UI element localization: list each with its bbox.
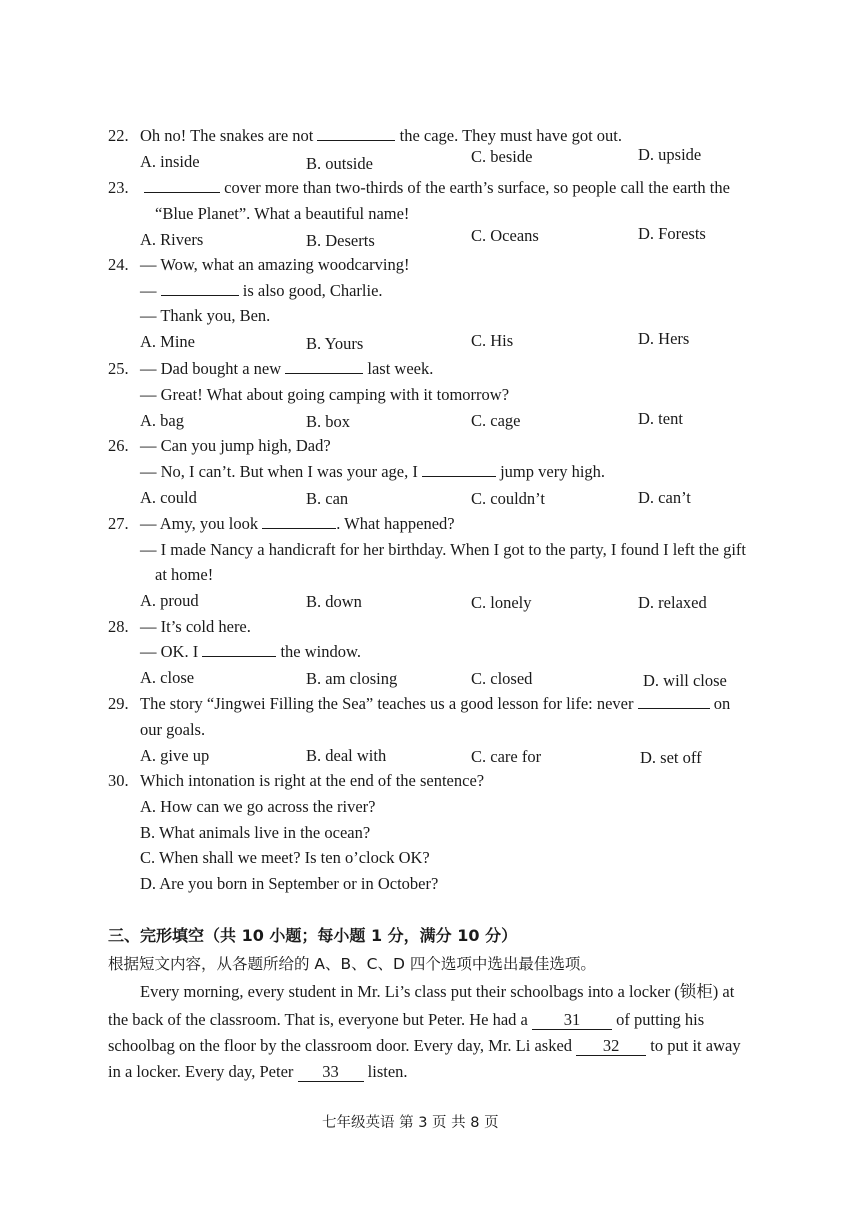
cloze-blank-33: 33 xyxy=(298,1063,364,1082)
stem-text: cover more than two-thirds of the earth’s surface, so people call the earth the xyxy=(224,178,730,197)
section-title: 三、完形填空（共 10 小题；每小题 1 分，满分 10 分） xyxy=(108,926,518,945)
option-a: A. inside xyxy=(140,152,200,171)
question-30-stem: Which intonation is right at the end of the sentence? xyxy=(140,771,485,790)
question-29-line2: our goals. xyxy=(140,720,206,739)
option-b: B. am closing xyxy=(306,669,398,688)
question-27-line1 xyxy=(140,513,455,535)
section-instruction: 根据短文内容，从各题所给的 A、B、C、D 四个选项中选出最佳选项。 xyxy=(108,955,596,973)
option-c: C. When shall we meet? Is ten o’clock OK? xyxy=(140,848,430,867)
stem-text: — OK. I xyxy=(140,642,199,661)
cloze-blank-32: 32 xyxy=(576,1037,646,1056)
passage-text: listen. xyxy=(367,1062,408,1081)
option-a: A. give up xyxy=(140,746,210,765)
stem-text: jump very high. xyxy=(500,462,606,481)
passage-text: the back of the classroom. That is, everyone but Peter. He had a xyxy=(108,1010,528,1029)
question-26-line1: — Can you jump high, Dad? xyxy=(140,436,331,455)
passage-line-4 xyxy=(108,1061,408,1083)
option-a: A. bag xyxy=(140,411,184,430)
answer-blank xyxy=(285,358,363,374)
passage-line-1: Every morning, every student in Mr. Li’s class put their schoolbags into a locker (锁柜) at xyxy=(140,982,735,1001)
stem-text: last week. xyxy=(367,359,434,378)
stem-text: — Dad bought a new xyxy=(140,359,282,378)
option-b: B. down xyxy=(306,592,362,611)
question-29-line1 xyxy=(140,693,730,715)
stem-text: . What happened? xyxy=(336,514,455,533)
question-number-24: 24. xyxy=(108,255,129,274)
question-28-line2 xyxy=(140,641,361,663)
question-number-23: 23. xyxy=(108,178,129,197)
stem-text: on xyxy=(713,694,731,713)
question-22-stem xyxy=(140,125,622,147)
passage-text: of putting his xyxy=(616,1010,705,1029)
stem-text: is also good, Charlie. xyxy=(242,281,383,300)
option-d: D. Hers xyxy=(638,329,690,348)
option-d: D. Are you born in September or in October? xyxy=(140,874,439,893)
option-a: A. could xyxy=(140,488,197,507)
passage-line-3 xyxy=(108,1035,741,1057)
answer-blank xyxy=(422,461,496,477)
question-23-stem xyxy=(144,177,730,199)
option-d: D. relaxed xyxy=(638,593,707,612)
stem-text: — No, I can’t. But when I was your age, I xyxy=(140,462,418,481)
stem-text: — Amy, you look xyxy=(140,514,259,533)
stem-text: the cage. They must have got out. xyxy=(399,126,622,145)
question-24-line1: — Wow, what an amazing woodcarving! xyxy=(140,255,410,274)
option-b: B. box xyxy=(306,412,351,431)
question-number-27: 27. xyxy=(108,514,129,533)
option-c: C. beside xyxy=(471,147,533,166)
option-d: D. can’t xyxy=(638,488,691,507)
answer-blank xyxy=(638,693,710,709)
option-a: A. How can we go across the river? xyxy=(140,797,376,816)
option-d: D. upside xyxy=(638,145,702,164)
option-c: C. closed xyxy=(471,669,533,688)
option-c: C. couldn’t xyxy=(471,489,545,508)
stem-text: The story “Jingwei Filling the Sea” teaches us a good lesson for life: never xyxy=(140,694,634,713)
question-24-line3: — Thank you, Ben. xyxy=(140,306,271,325)
stem-text: the window. xyxy=(280,642,361,661)
answer-blank xyxy=(262,513,336,529)
page-footer: 七年级英语 第 3 页 共 8 页 xyxy=(322,1115,499,1131)
question-number-26: 26. xyxy=(108,436,129,455)
option-b: B. Yours xyxy=(306,334,364,353)
answer-blank xyxy=(144,177,220,193)
option-b: B. outside xyxy=(306,154,373,173)
answer-blank xyxy=(317,125,395,141)
question-number-22: 22. xyxy=(108,126,129,145)
question-24-line2 xyxy=(140,280,383,302)
option-c: C. His xyxy=(471,331,514,350)
passage-text: in a locker. Every day, Peter xyxy=(108,1062,294,1081)
answer-blank xyxy=(161,280,239,296)
question-25-line2: — Great! What about going camping with it tomorrow? xyxy=(140,385,510,404)
answer-blank xyxy=(202,641,276,657)
stem-text: Oh no! The snakes are not xyxy=(140,126,314,145)
option-b: B. What animals live in the ocean? xyxy=(140,823,371,842)
question-27-line3: at home! xyxy=(155,565,214,584)
passage-text: schoolbag on the floor by the classroom door. Every day, Mr. Li asked xyxy=(108,1036,573,1055)
question-27-line2: — I made Nancy a handicraft for her birthday. When I got to the party, I found I left the gift xyxy=(140,540,747,559)
question-28-line1: — It’s cold here. xyxy=(140,617,251,636)
question-25-line1 xyxy=(140,358,433,380)
option-c: C. cage xyxy=(471,411,521,430)
option-d: D. Forests xyxy=(638,224,706,243)
question-number-25: 25. xyxy=(108,359,129,378)
passage-text: to put it away xyxy=(650,1036,741,1055)
option-c: C. Oceans xyxy=(471,226,539,245)
option-c: C. care for xyxy=(471,747,542,766)
question-26-line2 xyxy=(140,461,605,483)
option-a: A. Rivers xyxy=(140,230,204,249)
option-a: A. close xyxy=(140,668,195,687)
option-b: B. Deserts xyxy=(306,231,375,250)
option-d: D. will close xyxy=(643,671,727,690)
option-b: B. can xyxy=(306,489,349,508)
stem-text: — xyxy=(140,281,157,300)
question-number-28: 28. xyxy=(108,617,129,636)
option-a: A. Mine xyxy=(140,332,195,351)
cloze-blank-31: 31 xyxy=(532,1011,612,1030)
question-number-30: 30. xyxy=(108,771,129,790)
option-d: D. set off xyxy=(640,748,702,767)
option-c: C. lonely xyxy=(471,593,532,612)
passage-line-2 xyxy=(108,1009,704,1031)
option-a: A. proud xyxy=(140,591,199,610)
question-number-29: 29. xyxy=(108,694,129,713)
option-d: D. tent xyxy=(638,409,683,428)
question-23-stem-line2: “Blue Planet”. What a beautiful name! xyxy=(155,204,410,223)
option-b: B. deal with xyxy=(306,746,387,765)
